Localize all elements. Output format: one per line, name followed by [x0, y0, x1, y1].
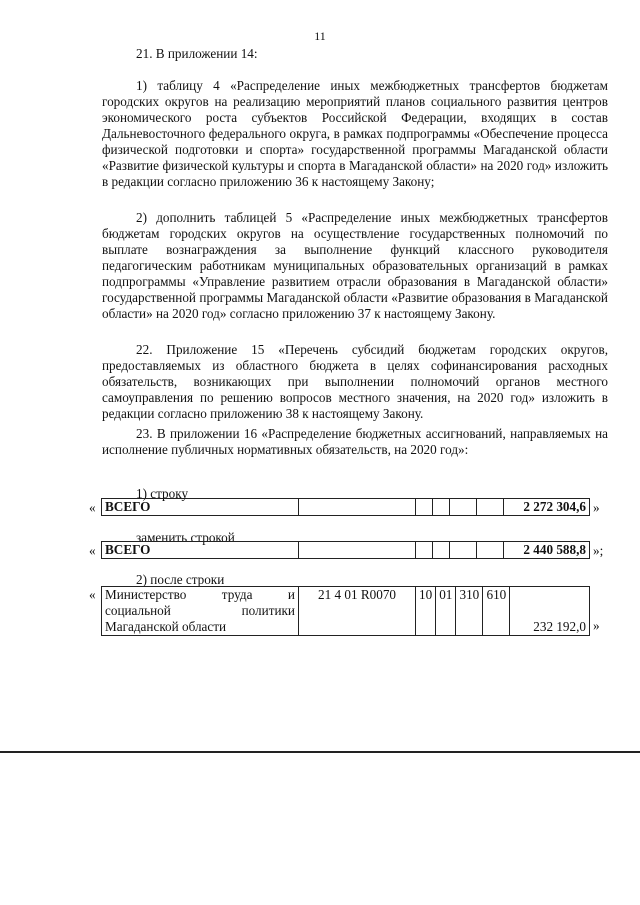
label-replace: заменить строкой [136, 530, 235, 545]
cell-amount: 2 272 304,6 [504, 499, 590, 516]
quote-open: « [89, 543, 96, 558]
cell-name: ВСЕГО [102, 499, 299, 516]
quote-open: « [89, 587, 96, 602]
cell-c1: 10 [416, 587, 436, 636]
cell-c4 [477, 542, 504, 559]
page-divider [0, 751, 640, 753]
page-number: 11 [314, 29, 326, 43]
item-21-subitem-1: 1) таблицу 4 «Распределение иных межбюджетных трансфертов бюджетам городских округов на реализацию мероприятий планов социального развития центров экономического роста субъектов Российской Федерации, входящих в состав Дальневосточного федерального округа, в рамках подпрограммы «Обеспечение процесса физической подготовки и спорта» государственной программы Магаданской области «Развитие физической культуры и спорта в Магаданской области» на 2020 год» изложить в редакции согласно приложению 36 к настоящему Закону; [102, 78, 608, 189]
cell-code [299, 499, 416, 516]
cell-c2 [433, 499, 450, 516]
table-row-ministry [101, 586, 590, 636]
quote-close: » [593, 618, 600, 633]
cell-name: Министерство труда и социальной политики Магаданской области [102, 587, 299, 636]
cell-amount: 2 440 588,8 [504, 542, 590, 559]
table-row-total-new [101, 541, 590, 559]
cell-c3 [450, 542, 477, 559]
quote-close-semicolon: »; [593, 543, 604, 558]
cell-c2: 01 [436, 587, 456, 636]
table-row-total-old [101, 498, 590, 516]
cell-name: ВСЕГО [102, 542, 299, 559]
cell-amount: 232 192,0 [510, 587, 590, 636]
cell-c3 [450, 499, 477, 516]
cell-code: 21 4 01 R0070 [299, 587, 416, 636]
quote-open: « [89, 500, 96, 515]
quote-close: » [593, 500, 600, 515]
item-21-subitem-2: 2) дополнить таблицей 5 «Распределение иных межбюджетных трансфертов бюджетам городских округов на осуществление государственных полномочий по выплате вознаграждения за выполнение функций классного руководителя педагогическим работникам муниципальных образовательных организаций в рамках подпрограммы «Управление развитием отрасли образования в Магаданской области» государственной программы Магаданской области «Развитие образования в Магаданской области» на 2020 год» согласно приложению 37 к настоящему Закону. [102, 210, 608, 321]
cell-c4 [477, 499, 504, 516]
item-22-paragraph: 22. Приложение 15 «Перечень субсидий бюджетам городских округов, предоставляемых из областного бюджета в целях софинансирования расходных обязательств, возникающих при выполнении полномочий органов местного самоуправления по решению вопросов местного значения, на 2020 год» изложить в редакции согласно приложению 38 к настоящему Закону. [102, 342, 608, 421]
cell-c4: 610 [483, 587, 510, 636]
cell-code [299, 542, 416, 559]
item-23-paragraph: 23. В приложении 16 «Распределение бюджетных ассигнований, направляемых на исполнение публичных нормативных обязательств, на 2020 год»: [102, 426, 608, 457]
item-21-heading: 21. В приложении 14: [136, 46, 258, 61]
cell-c2 [433, 542, 450, 559]
cell-c3: 310 [456, 587, 483, 636]
label-after: 2) после строки [136, 572, 225, 587]
label-row-1: 1) строку [136, 486, 189, 501]
cell-c1 [416, 499, 433, 516]
cell-c1 [416, 542, 433, 559]
